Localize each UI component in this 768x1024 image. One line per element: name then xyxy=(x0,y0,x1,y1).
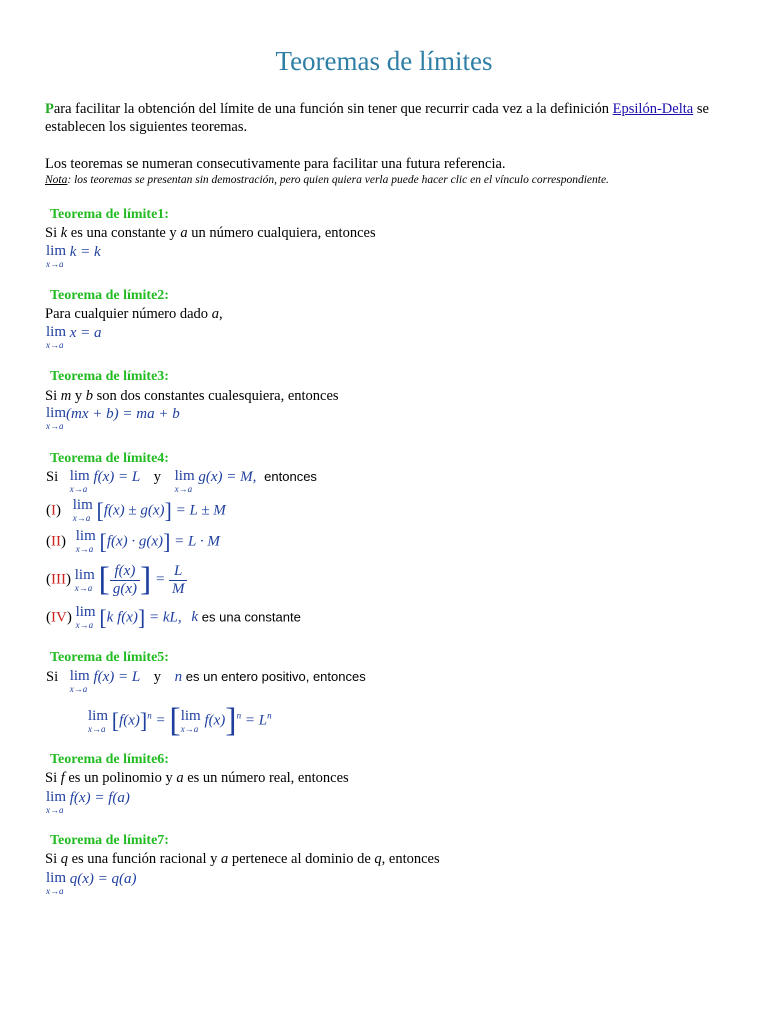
roman-numeral: II xyxy=(51,533,61,550)
roman-numeral: III xyxy=(51,571,66,588)
formula-expression: f(x) = f(a) xyxy=(69,790,130,806)
condition-1 xyxy=(69,468,144,494)
formula-expression: q(x) = q(a) xyxy=(69,871,137,887)
variable: k xyxy=(191,609,199,626)
lim-word: lim xyxy=(72,497,93,513)
intro-text-end: se xyxy=(696,101,709,117)
statement-text: , xyxy=(218,306,223,322)
limit-operator xyxy=(70,469,90,494)
theorem-3-heading: Teorema de límite3: xyxy=(50,369,169,384)
statement-text: Si xyxy=(46,669,59,685)
lim-word: lim xyxy=(46,243,67,259)
exponent: n xyxy=(267,710,272,721)
limit-operator xyxy=(46,406,66,431)
exponent: n xyxy=(236,710,242,721)
lim-word: lim xyxy=(180,707,201,724)
theorem-4-item-2: (II) lim x→a [f(x) · g(x)] = L · M xyxy=(46,528,220,554)
lim-word: lim xyxy=(46,789,67,805)
formula-expression: f(x) ± g(x) xyxy=(103,502,165,519)
denominator: g(x) xyxy=(112,580,137,597)
lim-word: lim xyxy=(46,870,67,886)
theorem-2-heading: Teorema de límite2: xyxy=(50,288,169,303)
theorem-3-statement xyxy=(45,388,339,405)
variable: n xyxy=(174,669,183,685)
lim-word: lim xyxy=(174,468,195,484)
statement-text: un número cualquiera, entonces xyxy=(187,225,376,241)
statement-text: es un entero positivo, entonces xyxy=(185,669,366,684)
lim-subscript: x→a xyxy=(72,513,91,523)
formula-expression: f(x) xyxy=(119,712,140,729)
limit-operator xyxy=(88,709,108,734)
formula-result: = L ± M xyxy=(175,502,226,519)
variable: k xyxy=(60,225,68,241)
formula-expression: k = k xyxy=(69,244,101,260)
lim-word: lim xyxy=(75,604,96,620)
lim-subscript: x→a xyxy=(180,723,199,734)
limit-operator xyxy=(181,709,201,734)
formula-result: = L xyxy=(244,712,268,729)
intro-line-1 xyxy=(45,101,709,118)
limit-operator xyxy=(46,244,66,269)
lim-subscript: x→a xyxy=(69,684,88,694)
conjunction: y xyxy=(153,669,161,685)
result-fraction xyxy=(169,563,188,598)
numerator: L xyxy=(169,563,188,581)
theorem-7-formula xyxy=(46,871,137,896)
variable: q xyxy=(60,851,68,867)
nota-text: : los teoremas se presentan sin demostración, pero quien quiera verla puede hacer clic en el vínculo correspondiente. xyxy=(67,174,609,186)
theorem-5-formula: lim x→a $[f(x)]^n$ = [ lim x→a $f(x)]^n = L^n$ xyxy=(88,702,272,739)
variable: a xyxy=(220,851,229,867)
theorem-7-statement xyxy=(45,851,440,868)
epsilon-delta-link[interactable]: Epsilón-Delta xyxy=(612,101,694,117)
limit-operator xyxy=(75,568,95,593)
variable: m xyxy=(60,388,72,404)
theorem-7-heading: Teorema de límite7: xyxy=(50,833,169,848)
roman-numeral: I xyxy=(51,502,56,519)
statement-text: pertenece al dominio de xyxy=(228,851,375,867)
statement-text: es una constante xyxy=(201,609,301,625)
intro-line-2: establecen los siguientes teoremas. xyxy=(45,119,248,135)
roman-numeral: IV xyxy=(51,609,67,626)
intro-text: ara facilitar la obtención del límite de una función sin tener que recurrir cada vez a la definición xyxy=(53,101,610,117)
condition-2 xyxy=(174,468,261,494)
theorem-6-statement xyxy=(45,770,349,787)
statement-text: es una función racional y xyxy=(67,851,221,867)
lim-word: lim xyxy=(46,324,67,340)
limit-operator xyxy=(46,871,66,896)
lim-subscript: x→a xyxy=(69,484,88,494)
lim-word: lim xyxy=(75,528,96,544)
theorem-4-heading: Teorema de límite4: xyxy=(50,451,169,466)
theorem-2-formula xyxy=(46,325,102,350)
formula-expression: g(x) = M, xyxy=(198,469,257,485)
statement-text: Para cualquier número dado xyxy=(45,306,212,322)
lim-word: lim xyxy=(74,566,95,583)
nota-label: Nota xyxy=(45,174,68,186)
theorem-1-heading: Teorema de límite1: xyxy=(50,207,169,222)
statement-text: entonces xyxy=(264,469,317,484)
theorem-5-heading: Teorema de límite5: xyxy=(50,650,169,665)
formula-expression: (mx + b) = ma + b xyxy=(66,406,180,422)
statement-text: y xyxy=(71,388,86,404)
limit-operator xyxy=(73,498,93,523)
statement-text: , entonces xyxy=(381,851,440,867)
statement-text: son dos constantes cualesquiera, entonces xyxy=(92,388,339,404)
theorem-6-formula xyxy=(46,790,130,815)
exponent: n xyxy=(147,710,152,721)
statement-text: es un número real, entonces xyxy=(183,770,349,786)
theorem-4-item-4: (IV) lim x→a [k f(x)] = kL, k es una constante xyxy=(46,604,301,630)
variable: b xyxy=(85,388,93,404)
statement-text: es un polinomio y xyxy=(64,770,177,786)
variable: q xyxy=(374,851,382,867)
formula-result: = kL, xyxy=(148,609,182,626)
limit-operator xyxy=(46,325,66,350)
lim-subscript: x→a xyxy=(88,723,106,734)
theorem-2-statement xyxy=(45,306,223,323)
theorem-4-item-1: (I) lim x→a [f(x) ± g(x)] = L ± M xyxy=(46,497,226,523)
lim-subscript: x→a xyxy=(46,886,64,896)
theorem-3-formula xyxy=(46,406,180,431)
lim-word: lim xyxy=(69,468,90,484)
lim-subscript: x→a xyxy=(46,259,64,269)
limit-operator xyxy=(76,529,96,554)
limit-operator xyxy=(76,605,96,630)
lim-subscript: x→a xyxy=(75,544,94,554)
statement-text: Si xyxy=(46,469,59,485)
statement-text: es una constante y xyxy=(67,225,181,241)
lim-subscript: x→a xyxy=(174,484,193,494)
variable: a xyxy=(211,306,219,322)
numerator: f(x) xyxy=(110,563,140,581)
lim-subscript: x→a xyxy=(46,805,64,815)
numbering-note: Los teoremas se numeran consecutivamente para facilitar una futura referencia. xyxy=(45,156,506,172)
variable: a xyxy=(176,770,184,786)
lim-subscript: x→a xyxy=(46,340,64,350)
lim-word: lim xyxy=(46,405,67,421)
formula-expression: k f(x) xyxy=(106,609,138,626)
statement-text: Si xyxy=(45,225,61,241)
lim-subscript: x→a xyxy=(46,421,64,431)
intro-drop-letter: P xyxy=(45,101,54,117)
fraction xyxy=(110,563,140,598)
formula-result: = L · M xyxy=(174,533,220,550)
formula-expression: f(x) = L xyxy=(93,669,140,685)
statement-text: Si xyxy=(45,851,61,867)
theorem-5-condition xyxy=(46,669,366,694)
statement-text: Si xyxy=(45,388,61,404)
conjunction: y xyxy=(153,469,161,485)
lim-word: lim xyxy=(69,668,90,684)
formula-expression: f(x) · g(x) xyxy=(106,533,164,550)
theorem-6-heading: Teorema de límite6: xyxy=(50,752,169,767)
denominator: M xyxy=(171,580,185,597)
lim-subscript: x→a xyxy=(74,582,93,593)
page-title: Teoremas de límites xyxy=(275,46,493,76)
statement-text: Si xyxy=(45,770,61,786)
limit-operator xyxy=(70,669,90,694)
variable: f xyxy=(60,770,65,786)
theorem-4-condition xyxy=(46,469,317,494)
formula-expression: f(x) = L xyxy=(93,469,140,485)
variable: a xyxy=(180,225,188,241)
nota-line xyxy=(45,174,609,186)
limit-operator xyxy=(46,790,66,815)
limit-operator xyxy=(175,469,195,494)
lim-subscript: x→a xyxy=(75,620,94,630)
condition-1 xyxy=(69,668,144,694)
formula-expression: x = a xyxy=(69,325,102,341)
theorem-4-item-3: (III) lim x→a [ $\frac{f(x)}{g(x)}$ ] = $\frac{L}{M}$ xyxy=(46,561,187,599)
formula-expression: f(x) xyxy=(204,712,226,729)
theorem-1-statement xyxy=(45,225,376,242)
lim-word: lim xyxy=(88,707,109,724)
theorem-1-formula xyxy=(46,244,101,269)
